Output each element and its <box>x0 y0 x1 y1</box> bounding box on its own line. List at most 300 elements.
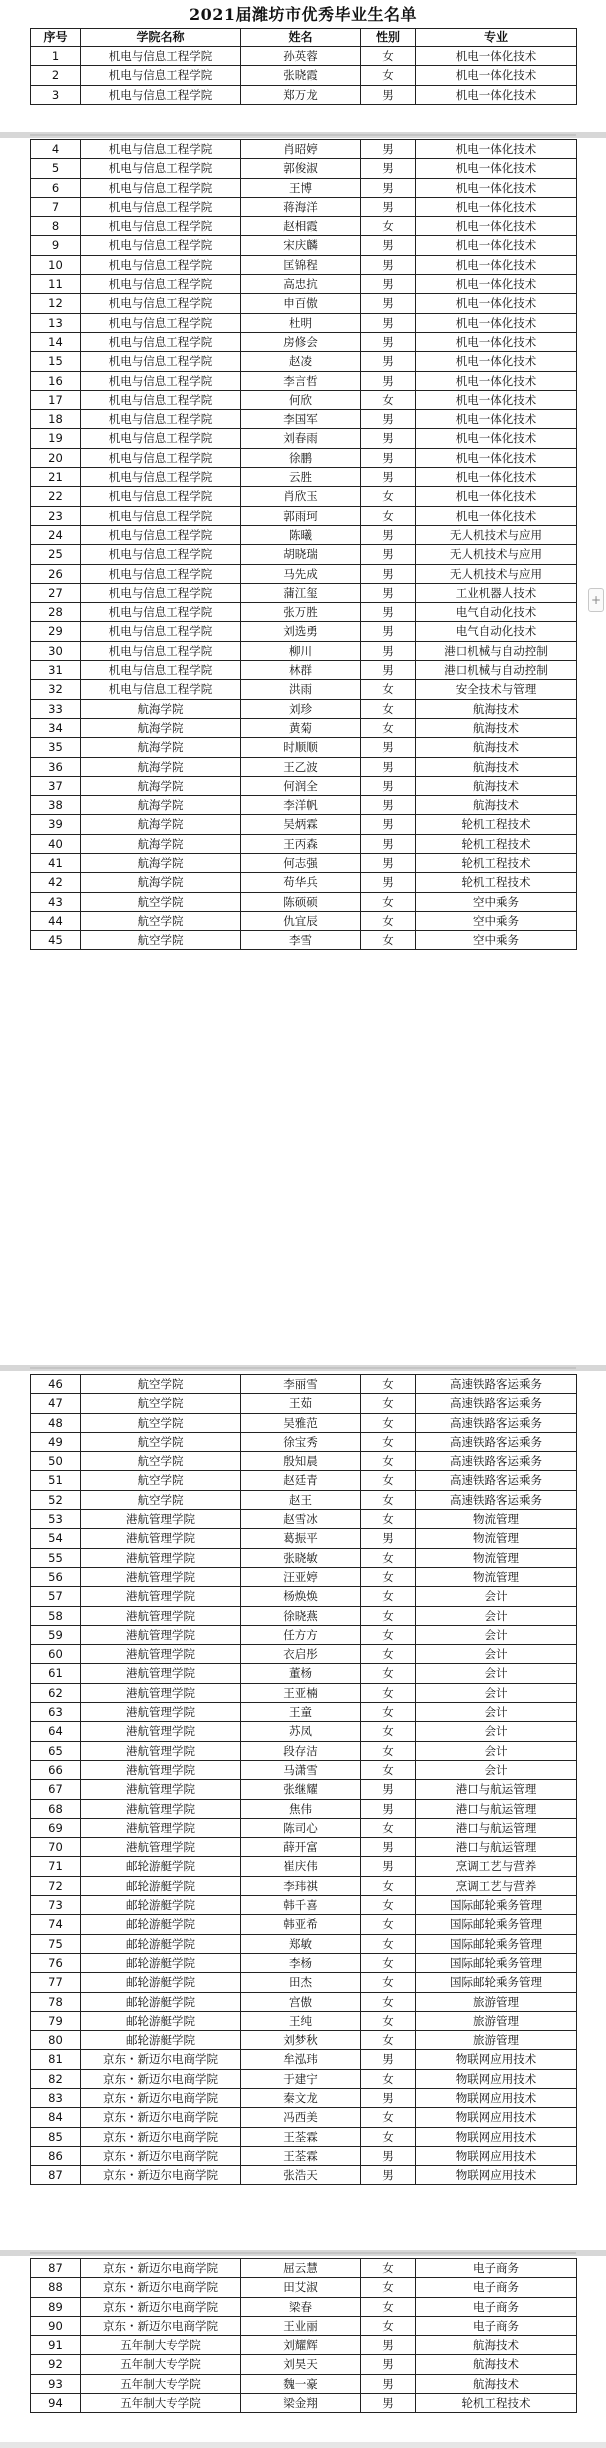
graduate-table-segment <box>30 28 577 105</box>
major: 无人机技术与应用 <box>416 545 577 564</box>
row-number: 85 <box>31 2127 81 2146</box>
major: 物联网应用技术 <box>416 2166 577 2185</box>
table-row <box>31 1741 577 1760</box>
row-number: 80 <box>31 2031 81 2050</box>
table-row <box>31 1683 577 1702</box>
student-name: 马潇雪 <box>241 1760 361 1779</box>
row-number: 19 <box>31 429 81 448</box>
student-name: 高忠抗 <box>241 275 361 294</box>
row-number: 55 <box>31 1548 81 1567</box>
row-number: 94 <box>31 2394 81 2413</box>
college-name: 港航管理学院 <box>81 1722 241 1741</box>
table-row <box>31 1510 577 1529</box>
student-name: 陈司心 <box>241 1818 361 1837</box>
row-number: 1 <box>31 47 81 66</box>
gender: 女 <box>361 931 416 950</box>
gender: 女 <box>361 2297 416 2316</box>
table-row <box>31 66 577 85</box>
major: 物流管理 <box>416 1529 577 1548</box>
major: 机电一体化技术 <box>416 352 577 371</box>
row-number: 6 <box>31 178 81 197</box>
row-number: 16 <box>31 371 81 390</box>
gender: 男 <box>361 2088 416 2107</box>
column-header: 学院名称 <box>81 29 241 47</box>
row-number: 64 <box>31 1722 81 1741</box>
major: 工业机器人技术 <box>416 583 577 602</box>
major: 港口与航运管理 <box>416 1780 577 1799</box>
table-row <box>31 1760 577 1779</box>
table-row <box>31 815 577 834</box>
college-name: 京东・新迈尔电商学院 <box>81 2316 241 2335</box>
major: 会计 <box>416 1606 577 1625</box>
gender: 男 <box>361 159 416 178</box>
row-number: 38 <box>31 796 81 815</box>
college-name: 机电与信息工程学院 <box>81 159 241 178</box>
major: 物联网应用技术 <box>416 2127 577 2146</box>
gender: 男 <box>361 236 416 255</box>
gender: 男 <box>361 815 416 834</box>
college-name: 航空学院 <box>81 1413 241 1432</box>
major: 航海技术 <box>416 2336 577 2355</box>
row-number: 68 <box>31 1799 81 1818</box>
student-name: 焦伟 <box>241 1799 361 1818</box>
student-name: 杨焕焕 <box>241 1587 361 1606</box>
row-number: 34 <box>31 718 81 737</box>
college-name: 邮轮游艇学院 <box>81 1953 241 1972</box>
college-name: 机电与信息工程学院 <box>81 352 241 371</box>
college-name: 五年制大专学院 <box>81 2355 241 2374</box>
table-row <box>31 1896 577 1915</box>
college-name: 机电与信息工程学院 <box>81 487 241 506</box>
major: 轮机工程技术 <box>416 834 577 853</box>
college-name: 港航管理学院 <box>81 1510 241 1529</box>
table-row <box>31 1432 577 1451</box>
gender: 女 <box>361 1664 416 1683</box>
gender: 男 <box>361 834 416 853</box>
college-name: 机电与信息工程学院 <box>81 410 241 429</box>
student-name: 冯西美 <box>241 2108 361 2127</box>
row-number: 72 <box>31 1876 81 1895</box>
student-name: 刘梦秋 <box>241 2031 361 2050</box>
row-number: 11 <box>31 275 81 294</box>
table-row <box>31 1529 577 1548</box>
table-row <box>31 294 577 313</box>
major: 轮机工程技术 <box>416 815 577 834</box>
row-number: 36 <box>31 757 81 776</box>
row-number: 7 <box>31 197 81 216</box>
table-row <box>31 1934 577 1953</box>
table-row <box>31 2146 577 2165</box>
major: 电气自动化技术 <box>416 603 577 622</box>
gender: 男 <box>361 583 416 602</box>
student-name: 牟泓玮 <box>241 2050 361 2069</box>
table-row <box>31 1818 577 1837</box>
gender: 女 <box>361 66 416 85</box>
gender: 男 <box>361 564 416 583</box>
gender: 男 <box>361 85 416 104</box>
student-name: 董杨 <box>241 1664 361 1683</box>
row-number: 31 <box>31 661 81 680</box>
gender: 女 <box>361 1413 416 1432</box>
table-row <box>31 448 577 467</box>
college-name: 机电与信息工程学院 <box>81 525 241 544</box>
college-name: 港航管理学院 <box>81 1625 241 1644</box>
table-row <box>31 197 577 216</box>
college-name: 京东・新迈尔电商学院 <box>81 2278 241 2297</box>
college-name: 五年制大专学院 <box>81 2336 241 2355</box>
table-row <box>31 641 577 660</box>
major: 国际邮轮乘务管理 <box>416 1953 577 1972</box>
row-number: 39 <box>31 815 81 834</box>
gender: 女 <box>361 1510 416 1529</box>
gender: 男 <box>361 352 416 371</box>
student-name: 蒋海洋 <box>241 197 361 216</box>
gender: 女 <box>361 1471 416 1490</box>
major: 会计 <box>416 1703 577 1722</box>
table-row <box>31 1394 577 1413</box>
row-number: 63 <box>31 1703 81 1722</box>
gender: 女 <box>361 217 416 236</box>
student-name: 李丽雪 <box>241 1375 361 1394</box>
college-name: 航空学院 <box>81 911 241 930</box>
college-name: 港航管理学院 <box>81 1683 241 1702</box>
college-name: 五年制大专学院 <box>81 2374 241 2393</box>
row-number: 91 <box>31 2336 81 2355</box>
student-name: 王业丽 <box>241 2316 361 2335</box>
major: 电子商务 <box>416 2316 577 2335</box>
major: 旅游管理 <box>416 1992 577 2011</box>
student-name: 时顺顺 <box>241 738 361 757</box>
gender: 男 <box>361 429 416 448</box>
column-header: 序号 <box>31 29 81 47</box>
gender: 男 <box>361 178 416 197</box>
gender: 女 <box>361 1973 416 1992</box>
row-number: 15 <box>31 352 81 371</box>
row-number: 88 <box>31 2278 81 2297</box>
gender: 女 <box>361 911 416 930</box>
gender: 男 <box>361 448 416 467</box>
major: 机电一体化技术 <box>416 275 577 294</box>
student-name: 苏凤 <box>241 1722 361 1741</box>
gender: 女 <box>361 1818 416 1837</box>
table-row <box>31 680 577 699</box>
row-number: 83 <box>31 2088 81 2107</box>
row-number: 73 <box>31 1896 81 1915</box>
student-name: 徐宝秀 <box>241 1432 361 1451</box>
major: 机电一体化技术 <box>416 217 577 236</box>
college-name: 机电与信息工程学院 <box>81 275 241 294</box>
college-name: 机电与信息工程学院 <box>81 294 241 313</box>
table-row <box>31 1471 577 1490</box>
row-number: 69 <box>31 1818 81 1837</box>
college-name: 航海学院 <box>81 796 241 815</box>
row-number: 84 <box>31 2108 81 2127</box>
table-row <box>31 757 577 776</box>
table-row <box>31 1915 577 1934</box>
gender: 女 <box>361 1375 416 1394</box>
student-name: 郑万龙 <box>241 85 361 104</box>
major: 物联网应用技术 <box>416 2088 577 2107</box>
major: 机电一体化技术 <box>416 294 577 313</box>
college-name: 航空学院 <box>81 892 241 911</box>
row-number: 75 <box>31 1934 81 1953</box>
gender: 男 <box>361 332 416 351</box>
student-name: 李雪 <box>241 931 361 950</box>
table-row <box>31 1876 577 1895</box>
gender: 男 <box>361 2050 416 2069</box>
row-number: 24 <box>31 525 81 544</box>
table-row <box>31 487 577 506</box>
student-name: 韩亚希 <box>241 1915 361 1934</box>
table-row <box>31 2011 577 2030</box>
table-row <box>31 371 577 390</box>
student-name: 任方方 <box>241 1625 361 1644</box>
student-name: 洪雨 <box>241 680 361 699</box>
row-number: 70 <box>31 1838 81 1857</box>
major: 会计 <box>416 1645 577 1664</box>
student-name: 杜明 <box>241 313 361 332</box>
row-number: 48 <box>31 1413 81 1432</box>
college-name: 港航管理学院 <box>81 1838 241 1857</box>
student-name: 肖昭婷 <box>241 140 361 159</box>
gender: 男 <box>361 294 416 313</box>
major: 航海技术 <box>416 776 577 795</box>
table-row <box>31 1645 577 1664</box>
table-row <box>31 140 577 159</box>
student-name: 王荃霖 <box>241 2146 361 2165</box>
table-row <box>31 2297 577 2316</box>
student-name: 张浩天 <box>241 2166 361 2185</box>
page-break-divider <box>0 1365 606 1371</box>
table-row <box>31 525 577 544</box>
student-name: 孙英蓉 <box>241 47 361 66</box>
row-number: 26 <box>31 564 81 583</box>
table-row <box>31 2050 577 2069</box>
table-row <box>31 236 577 255</box>
gender: 男 <box>361 545 416 564</box>
graduate-table-segment <box>30 2258 577 2413</box>
college-name: 京东・新迈尔电商学院 <box>81 2297 241 2316</box>
college-name: 航海学院 <box>81 757 241 776</box>
college-name: 京东・新迈尔电商学院 <box>81 2166 241 2185</box>
table-row <box>31 622 577 641</box>
student-name: 吴炳霖 <box>241 815 361 834</box>
gender: 女 <box>361 1992 416 2011</box>
college-name: 机电与信息工程学院 <box>81 680 241 699</box>
major: 机电一体化技术 <box>416 390 577 409</box>
table-row <box>31 1799 577 1818</box>
student-name: 张晓敏 <box>241 1548 361 1567</box>
college-name: 邮轮游艇学院 <box>81 1934 241 1953</box>
student-name: 林群 <box>241 661 361 680</box>
row-number: 87 <box>31 2259 81 2278</box>
gender: 女 <box>361 2031 416 2050</box>
table-row <box>31 545 577 564</box>
college-name: 航空学院 <box>81 1375 241 1394</box>
college-name: 京东・新迈尔电商学院 <box>81 2088 241 2107</box>
row-number: 25 <box>31 545 81 564</box>
row-number: 9 <box>31 236 81 255</box>
table-row <box>31 2108 577 2127</box>
gender: 男 <box>361 313 416 332</box>
table-row <box>31 564 577 583</box>
major: 会计 <box>416 1722 577 1741</box>
expand-plus-icon[interactable]: + <box>588 588 604 612</box>
major: 机电一体化技术 <box>416 66 577 85</box>
college-name: 港航管理学院 <box>81 1548 241 1567</box>
row-number: 76 <box>31 1953 81 1972</box>
major: 轮机工程技术 <box>416 873 577 892</box>
student-name: 崔庆伟 <box>241 1857 361 1876</box>
gender: 女 <box>361 718 416 737</box>
major: 国际邮轮乘务管理 <box>416 1896 577 1915</box>
student-name: 刘昊天 <box>241 2355 361 2374</box>
college-name: 邮轮游艇学院 <box>81 1915 241 1934</box>
table-header-row <box>31 29 577 47</box>
student-name: 衣启彤 <box>241 1645 361 1664</box>
college-name: 航空学院 <box>81 1432 241 1451</box>
college-name: 港航管理学院 <box>81 1703 241 1722</box>
student-name: 柳川 <box>241 641 361 660</box>
row-number: 92 <box>31 2355 81 2374</box>
student-name: 王童 <box>241 1703 361 1722</box>
table-row <box>31 1490 577 1509</box>
student-name: 李国军 <box>241 410 361 429</box>
major: 旅游管理 <box>416 2031 577 2050</box>
college-name: 航海学院 <box>81 815 241 834</box>
table-row <box>31 47 577 66</box>
table-row <box>31 1548 577 1567</box>
college-name: 航海学院 <box>81 873 241 892</box>
gender: 女 <box>361 892 416 911</box>
college-name: 机电与信息工程学院 <box>81 429 241 448</box>
college-name: 机电与信息工程学院 <box>81 217 241 236</box>
major: 机电一体化技术 <box>416 371 577 390</box>
college-name: 机电与信息工程学院 <box>81 641 241 660</box>
table-row <box>31 2336 577 2355</box>
row-number: 2 <box>31 66 81 85</box>
row-number: 27 <box>31 583 81 602</box>
table-row <box>31 2088 577 2107</box>
major: 物流管理 <box>416 1567 577 1586</box>
row-number: 18 <box>31 410 81 429</box>
table-row <box>31 1413 577 1432</box>
gender: 男 <box>361 603 416 622</box>
student-name: 张晓霞 <box>241 66 361 85</box>
gender: 男 <box>361 853 416 872</box>
gender: 女 <box>361 390 416 409</box>
major: 机电一体化技术 <box>416 178 577 197</box>
college-name: 京东・新迈尔电商学院 <box>81 2259 241 2278</box>
college-name: 航空学院 <box>81 1452 241 1471</box>
college-name: 机电与信息工程学院 <box>81 448 241 467</box>
gender: 男 <box>361 1799 416 1818</box>
row-number: 51 <box>31 1471 81 1490</box>
student-name: 于建宁 <box>241 2069 361 2088</box>
row-number: 30 <box>31 641 81 660</box>
major: 航海技术 <box>416 738 577 757</box>
gender: 男 <box>361 255 416 274</box>
major: 国际邮轮乘务管理 <box>416 1973 577 1992</box>
table-row <box>31 332 577 351</box>
gender: 女 <box>361 1625 416 1644</box>
college-name: 邮轮游艇学院 <box>81 1896 241 1915</box>
row-number: 82 <box>31 2069 81 2088</box>
major: 机电一体化技术 <box>416 255 577 274</box>
major: 轮机工程技术 <box>416 853 577 872</box>
gender: 女 <box>361 1432 416 1451</box>
college-name: 航空学院 <box>81 1471 241 1490</box>
gender: 男 <box>361 1529 416 1548</box>
student-name: 匡锦程 <box>241 255 361 274</box>
table-row <box>31 1625 577 1644</box>
row-number: 60 <box>31 1645 81 1664</box>
college-name: 航海学院 <box>81 834 241 853</box>
college-name: 京东・新迈尔电商学院 <box>81 2108 241 2127</box>
student-name: 郭雨珂 <box>241 506 361 525</box>
major: 高速铁路客运乘务 <box>416 1490 577 1509</box>
row-number: 10 <box>31 255 81 274</box>
gender: 女 <box>361 699 416 718</box>
row-number: 52 <box>31 1490 81 1509</box>
major: 机电一体化技术 <box>416 468 577 487</box>
college-name: 机电与信息工程学院 <box>81 197 241 216</box>
row-number: 4 <box>31 140 81 159</box>
college-name: 机电与信息工程学院 <box>81 313 241 332</box>
row-number: 87 <box>31 2166 81 2185</box>
gender: 女 <box>361 1915 416 1934</box>
major: 会计 <box>416 1741 577 1760</box>
row-number: 23 <box>31 506 81 525</box>
major: 高速铁路客运乘务 <box>416 1432 577 1451</box>
table-row <box>31 159 577 178</box>
row-number: 28 <box>31 603 81 622</box>
college-name: 京东・新迈尔电商学院 <box>81 2069 241 2088</box>
college-name: 港航管理学院 <box>81 1529 241 1548</box>
gender: 女 <box>361 1394 416 1413</box>
row-number: 86 <box>31 2146 81 2165</box>
gender: 男 <box>361 2166 416 2185</box>
table-row <box>31 776 577 795</box>
student-name: 郑敏 <box>241 1934 361 1953</box>
row-number: 32 <box>31 680 81 699</box>
college-name: 机电与信息工程学院 <box>81 371 241 390</box>
major: 机电一体化技术 <box>416 487 577 506</box>
table-row <box>31 1703 577 1722</box>
major: 物联网应用技术 <box>416 2108 577 2127</box>
row-number: 58 <box>31 1606 81 1625</box>
gender: 女 <box>361 2259 416 2278</box>
row-number: 59 <box>31 1625 81 1644</box>
student-name: 陈曦 <box>241 525 361 544</box>
major: 高速铁路客运乘务 <box>416 1375 577 1394</box>
major: 机电一体化技术 <box>416 140 577 159</box>
major: 机电一体化技术 <box>416 332 577 351</box>
college-name: 机电与信息工程学院 <box>81 390 241 409</box>
table-row <box>31 1567 577 1586</box>
student-name: 赵相霞 <box>241 217 361 236</box>
college-name: 机电与信息工程学院 <box>81 506 241 525</box>
gender: 男 <box>361 776 416 795</box>
major: 机电一体化技术 <box>416 236 577 255</box>
major: 空中乘务 <box>416 911 577 930</box>
gender: 女 <box>361 1606 416 1625</box>
student-name: 薛开富 <box>241 1838 361 1857</box>
row-number: 71 <box>31 1857 81 1876</box>
row-number: 56 <box>31 1567 81 1586</box>
college-name: 邮轮游艇学院 <box>81 2031 241 2050</box>
row-number: 17 <box>31 390 81 409</box>
